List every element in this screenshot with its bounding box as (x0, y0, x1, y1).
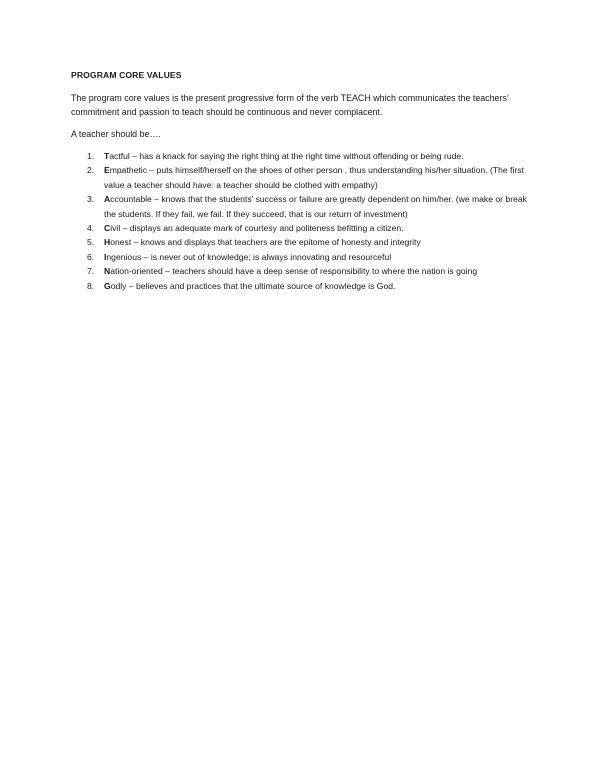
value-initial: T (104, 151, 110, 161)
list-item (71, 235, 541, 249)
value-text: ngenious – is never out of knowledge; is always innovating and resourceful (106, 251, 392, 262)
value-initial: H (104, 237, 111, 248)
value-initial: G (104, 280, 111, 291)
list-item (71, 163, 541, 192)
value-text: odly – believes and practices that the ultimate source of knowledge is God. (110, 280, 396, 291)
value-initial: C (104, 223, 111, 234)
lead-sentence: A teacher should be…. (71, 129, 161, 139)
value-text: ation-oriented – teachers should have a deep sense of responsibility to where the nation is going (110, 266, 478, 277)
value-text: onest – knows and displays that teachers are the epitome of honesty and integrity (110, 237, 421, 248)
list-number: 1. (87, 151, 95, 161)
list-number: 3. (87, 194, 95, 205)
page-title: PROGRAM CORE VALUES (71, 70, 182, 80)
value-text: ccountable – knows that the students’ success or failure are greatly dependent on him/her. (we make or break the students. If they fail, we fail. If they succeed, that is our return of investment) (104, 194, 527, 219)
core-values-list (71, 149, 541, 293)
list-number: 2. (87, 165, 95, 176)
value-initial: N (104, 266, 111, 277)
value-initial: A (104, 194, 111, 205)
value-text: mpathetic – puts himself/herself on the shoes of other person , thus understanding his/her situation. (The first value a teacher should have: a teacher should be clothed with empathy) (104, 165, 524, 190)
list-item (71, 250, 541, 264)
value-text: ivil – displays an adequate mark of courtesy and politeness befitting a citizen. (110, 223, 404, 234)
list-item (71, 221, 541, 235)
list-number: 6. (87, 251, 95, 262)
list-item (71, 264, 541, 278)
list-item (71, 279, 541, 293)
list-number: 4. (87, 223, 95, 234)
list-number: 8. (87, 280, 95, 291)
document-page (71, 70, 541, 293)
value-initial: E (104, 165, 110, 176)
list-item (71, 149, 541, 163)
list-item (71, 192, 541, 221)
value-text: actful – has a knack for saying the right thing at the right time without offending or being rude. (109, 151, 464, 161)
intro-paragraph: The program core values is the present progressive form of the verb TEACH which communicates the teachers’ commitment and passion to teach should be continuous and never complacent. (71, 93, 509, 117)
list-number: 7. (87, 266, 95, 277)
value-initial: I (104, 251, 107, 262)
list-number: 5. (87, 237, 95, 248)
